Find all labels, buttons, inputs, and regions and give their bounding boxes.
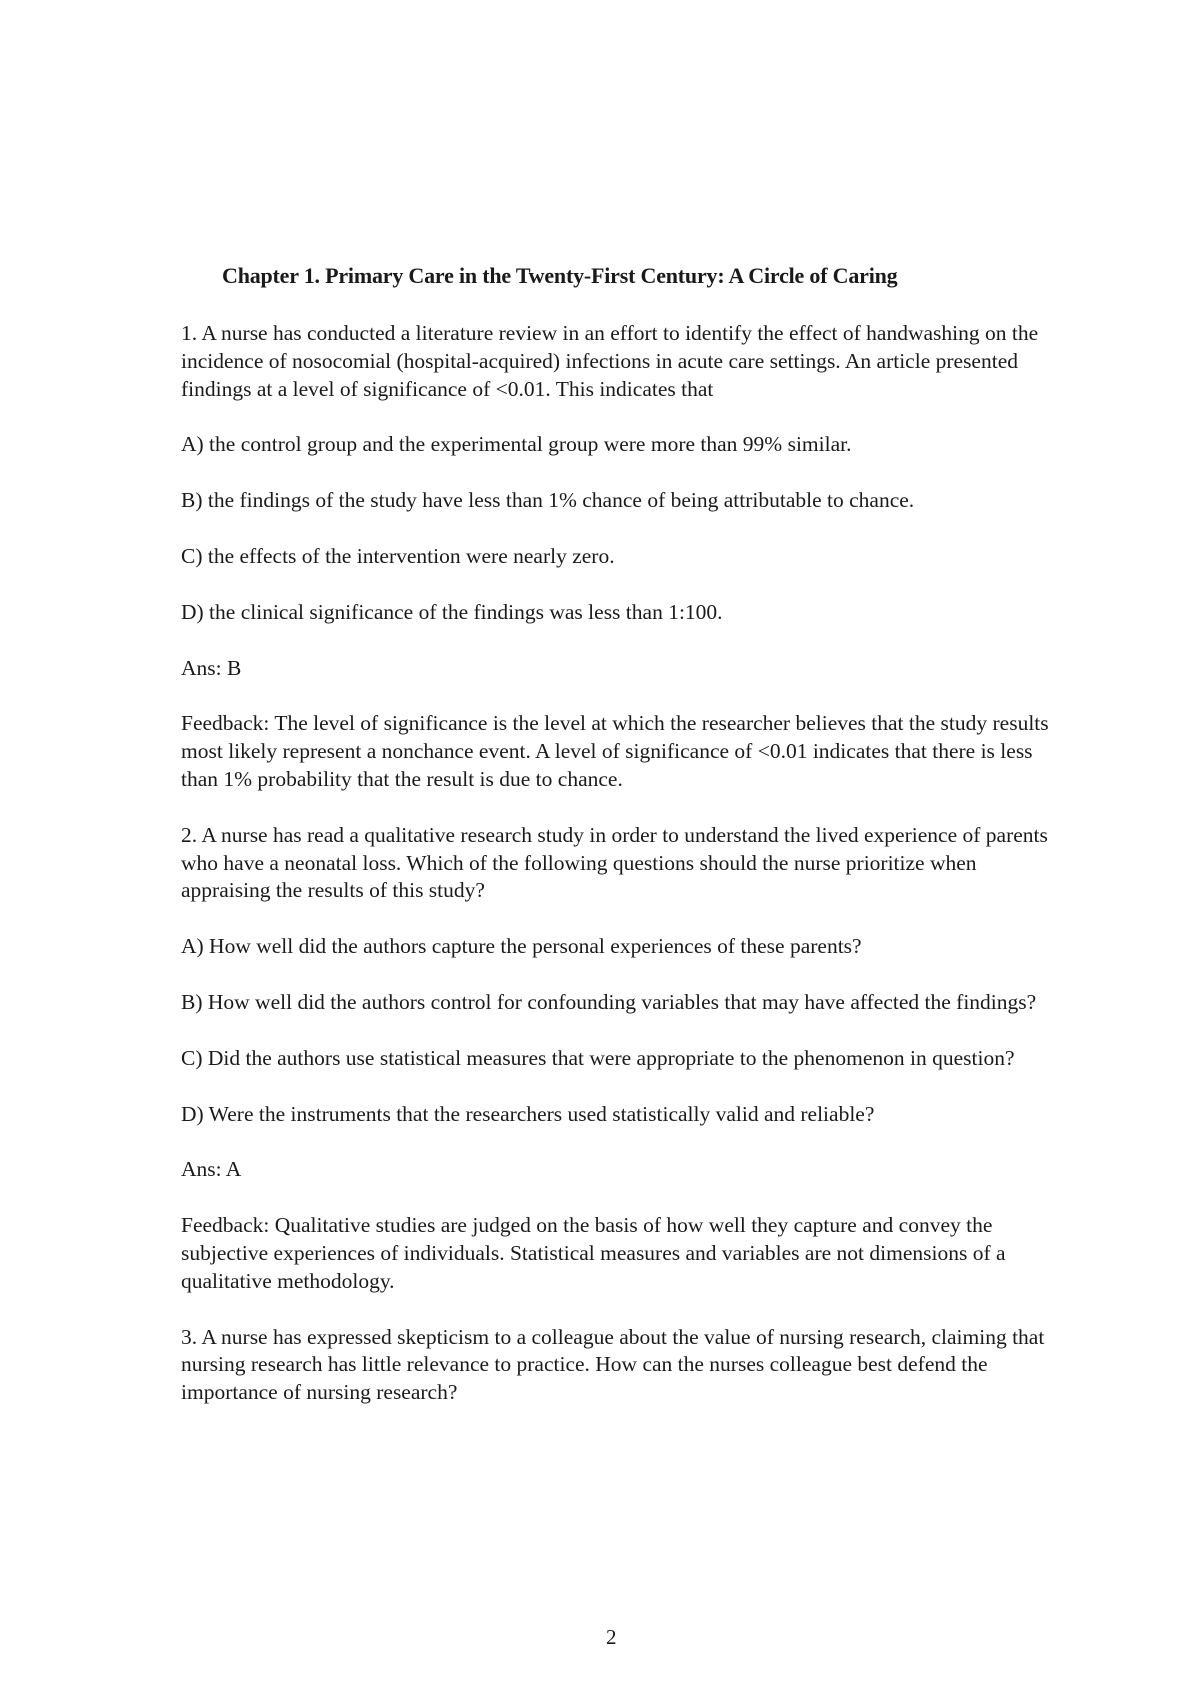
- paragraph: [181, 655, 1171, 683]
- paragraph: [181, 710, 1171, 793]
- document-body: [181, 320, 1171, 1435]
- text-line: Ans: B: [181, 655, 242, 680]
- text-line: qualitative methodology.: [181, 1268, 395, 1293]
- text-line: B) the findings of the study have less than 1% chance of being attributable to chance.: [181, 488, 915, 513]
- text-line: subjective experiences of individuals. Statistical measures and variables are not dimensions of a: [181, 1240, 1006, 1265]
- paragraph: [181, 989, 1171, 1017]
- paragraph: [181, 431, 1171, 459]
- paragraph: [181, 1212, 1171, 1295]
- text-line: B) How well did the authors control for confounding variables that may have affected the findings?: [181, 989, 1037, 1014]
- text-line: A) How well did the authors capture the personal experiences of these parents?: [181, 934, 862, 959]
- text-line: most likely represent a nonchance event. A level of significance of <0.01 indicates that there is less: [181, 739, 1033, 764]
- text-line: C) Did the authors use statistical measures that were appropriate to the phenomenon in question?: [181, 1045, 1015, 1070]
- text-line: D) the clinical significance of the findings was less than 1:100.: [181, 599, 723, 624]
- paragraph: [181, 1101, 1171, 1129]
- text-line: Feedback: Qualitative studies are judged on the basis of how well they capture and convey the: [181, 1213, 993, 1238]
- paragraph: [181, 933, 1171, 961]
- page-number: 2: [606, 1625, 617, 1649]
- text-line: 2. A nurse has read a qualitative research study in order to understand the lived experience of parents: [181, 822, 1048, 847]
- text-line: C) the effects of the intervention were nearly zero.: [181, 543, 615, 568]
- text-line: Feedback: The level of significance is the level at which the researcher believes that the study results: [181, 711, 1049, 736]
- text-line: than 1% probability that the result is due to chance.: [181, 766, 623, 791]
- text-line: findings at a level of significance of <0.01. This indicates that: [181, 376, 714, 401]
- text-line: who have a neonatal loss. Which of the following questions should the nurse prioritize when: [181, 850, 977, 875]
- text-line: 3. A nurse has expressed skepticism to a colleague about the value of nursing research, claiming that: [181, 1324, 1045, 1349]
- paragraph: [181, 599, 1171, 627]
- paragraph: [181, 822, 1171, 905]
- text-line: D) Were the instruments that the researchers used statistically valid and reliable?: [181, 1101, 875, 1126]
- paragraph: [181, 543, 1171, 571]
- text-line: incidence of nosocomial (hospital-acquired) infections in acute care settings. An article presented: [181, 348, 1018, 373]
- paragraph: [181, 320, 1171, 403]
- text-line: 1. A nurse has conducted a literature review in an effort to identify the effect of handwashing on the: [181, 321, 1039, 345]
- text-line: importance of nursing research?: [181, 1380, 458, 1405]
- paragraph: [181, 1045, 1171, 1073]
- paragraph: [181, 1156, 1171, 1184]
- text-line: A) the control group and the experimental group were more than 99% similar.: [181, 432, 852, 457]
- text-line: appraising the results of this study?: [181, 878, 485, 903]
- chapter-title: Chapter 1. Primary Care in the Twenty-First Century: A Circle of Caring: [222, 263, 898, 288]
- text-line: nursing research has little relevance to practice. How can the nurses colleague best defend the: [181, 1352, 988, 1377]
- text-line: Ans: A: [181, 1157, 242, 1182]
- paragraph: [181, 487, 1171, 515]
- paragraph: [181, 1324, 1171, 1407]
